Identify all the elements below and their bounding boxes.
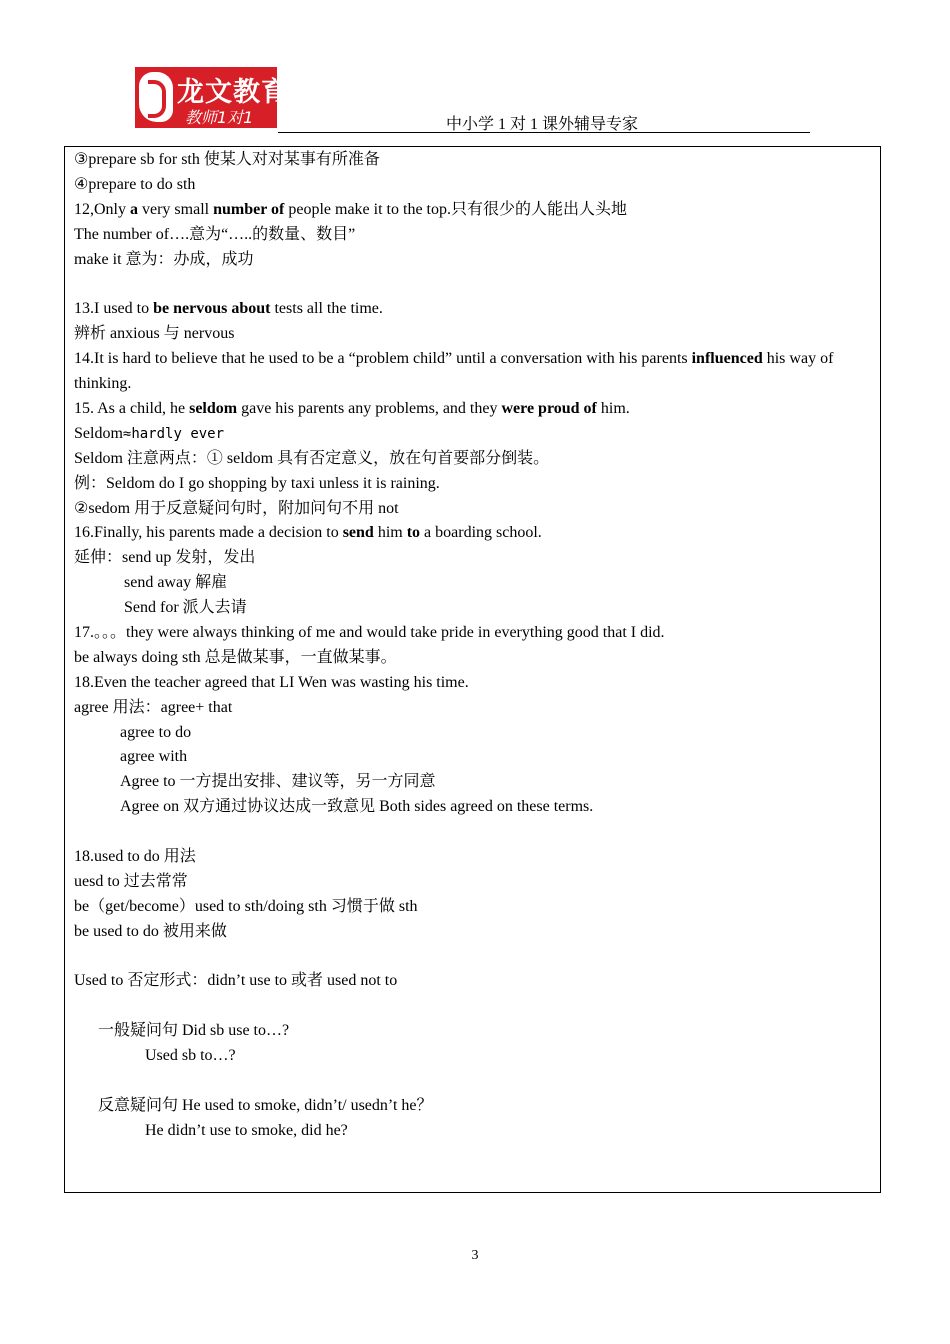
note-line: Agree to 一方提出安排、建议等，另一方同意 <box>120 773 436 791</box>
note-line: agree 用法：agree+ that <box>74 698 233 716</box>
note-line: ②sedom 用于反意疑问句时，附加问句不用 not <box>74 499 399 517</box>
blank-line <box>74 1069 874 1094</box>
note-line: ③prepare sb for sth 使某人对对某事有所准备 <box>74 151 380 168</box>
note-line: 14.It is hard to believe that he used to be a “problem child” until a conversation with his parents influenced his way of thinking. <box>74 350 834 393</box>
note-line: make it 意为：办成，成功 <box>74 250 254 268</box>
page-number: 3 <box>471 1248 479 1263</box>
note-line: 延伸：send up 发射，发出 <box>74 549 256 567</box>
note-line: 18.used to do 用法 <box>74 847 196 865</box>
note-line: uesd to 过去常常 <box>74 872 188 890</box>
note-line: agree to do <box>120 723 192 741</box>
logo-subtitle: 教师1对1 <box>185 108 254 127</box>
note-line: 18.Even the teacher agreed that LI Wen was wasting his time. <box>74 673 469 691</box>
note-line: 16.Finally, his parents made a decision to send him to a boarding school. <box>74 524 542 542</box>
note-line: Used sb to…? <box>145 1047 236 1065</box>
dragon-logo-icon <box>139 72 173 122</box>
note-line: be used to do 被用来做 <box>74 922 227 940</box>
note-line: be（get/become）used to sth/doing sth 习惯于做 sth <box>74 897 418 915</box>
blank-line <box>74 820 874 845</box>
note-line: Agree on 双方通过协议达成一致意见 Both sides agreed on these terms. <box>120 798 594 816</box>
logo-title: 龙文教育 <box>177 77 289 108</box>
note-line: 辨析 anxious 与 nervous <box>74 325 235 343</box>
note-line: be always doing sth 总是做某事，一直做某事。 <box>74 648 397 666</box>
blank-line <box>74 994 874 1019</box>
content-box <box>64 146 881 1193</box>
notes-text <box>74 148 874 1144</box>
note-line: Send for 派人去请 <box>124 599 247 617</box>
note-line: 13.I used to be nervous about tests all the time. <box>74 300 383 318</box>
note-line: 例：Seldom do I go shopping by taxi unless it is raining. <box>74 474 440 492</box>
note-line: Seldom 注意两点：① seldom 具有否定意义，放在句首要部分倒装。 <box>74 449 550 467</box>
note-line: Seldom≈hardly ever <box>74 424 225 442</box>
note-line: 15. As a child, he seldom gave his parents any problems, and they were proud of him. <box>74 399 630 417</box>
header-divider <box>278 132 810 133</box>
header-tagline: 中小学 1 对 1 课外辅导专家 <box>446 116 639 133</box>
note-line: The number of….意为“…..的数量、数目” <box>74 225 356 243</box>
note-line: He didn’t use to smoke, did he? <box>145 1121 348 1139</box>
note-line: 17.。。。they were always thinking of me and would take pride in everything good that I did. <box>74 623 665 641</box>
note-line: 12,Only a very small number of people make it to the top.只有很少的人能出人头地 <box>74 200 627 218</box>
note-line: send away 解雇 <box>124 574 228 592</box>
note-line: 反意疑问句 He used to smoke, didn’t/ usedn’t he？ <box>98 1096 433 1114</box>
blank-line <box>74 272 874 297</box>
note-line: ④prepare to do sth <box>74 175 196 193</box>
note-line: agree with <box>120 748 188 766</box>
note-line: Used to 否定形式：didn’t use to 或者 used not to <box>74 972 398 990</box>
company-logo <box>135 67 289 128</box>
blank-line <box>74 945 874 970</box>
note-line: 一般疑问句 Did sb use to…? <box>98 1022 290 1040</box>
